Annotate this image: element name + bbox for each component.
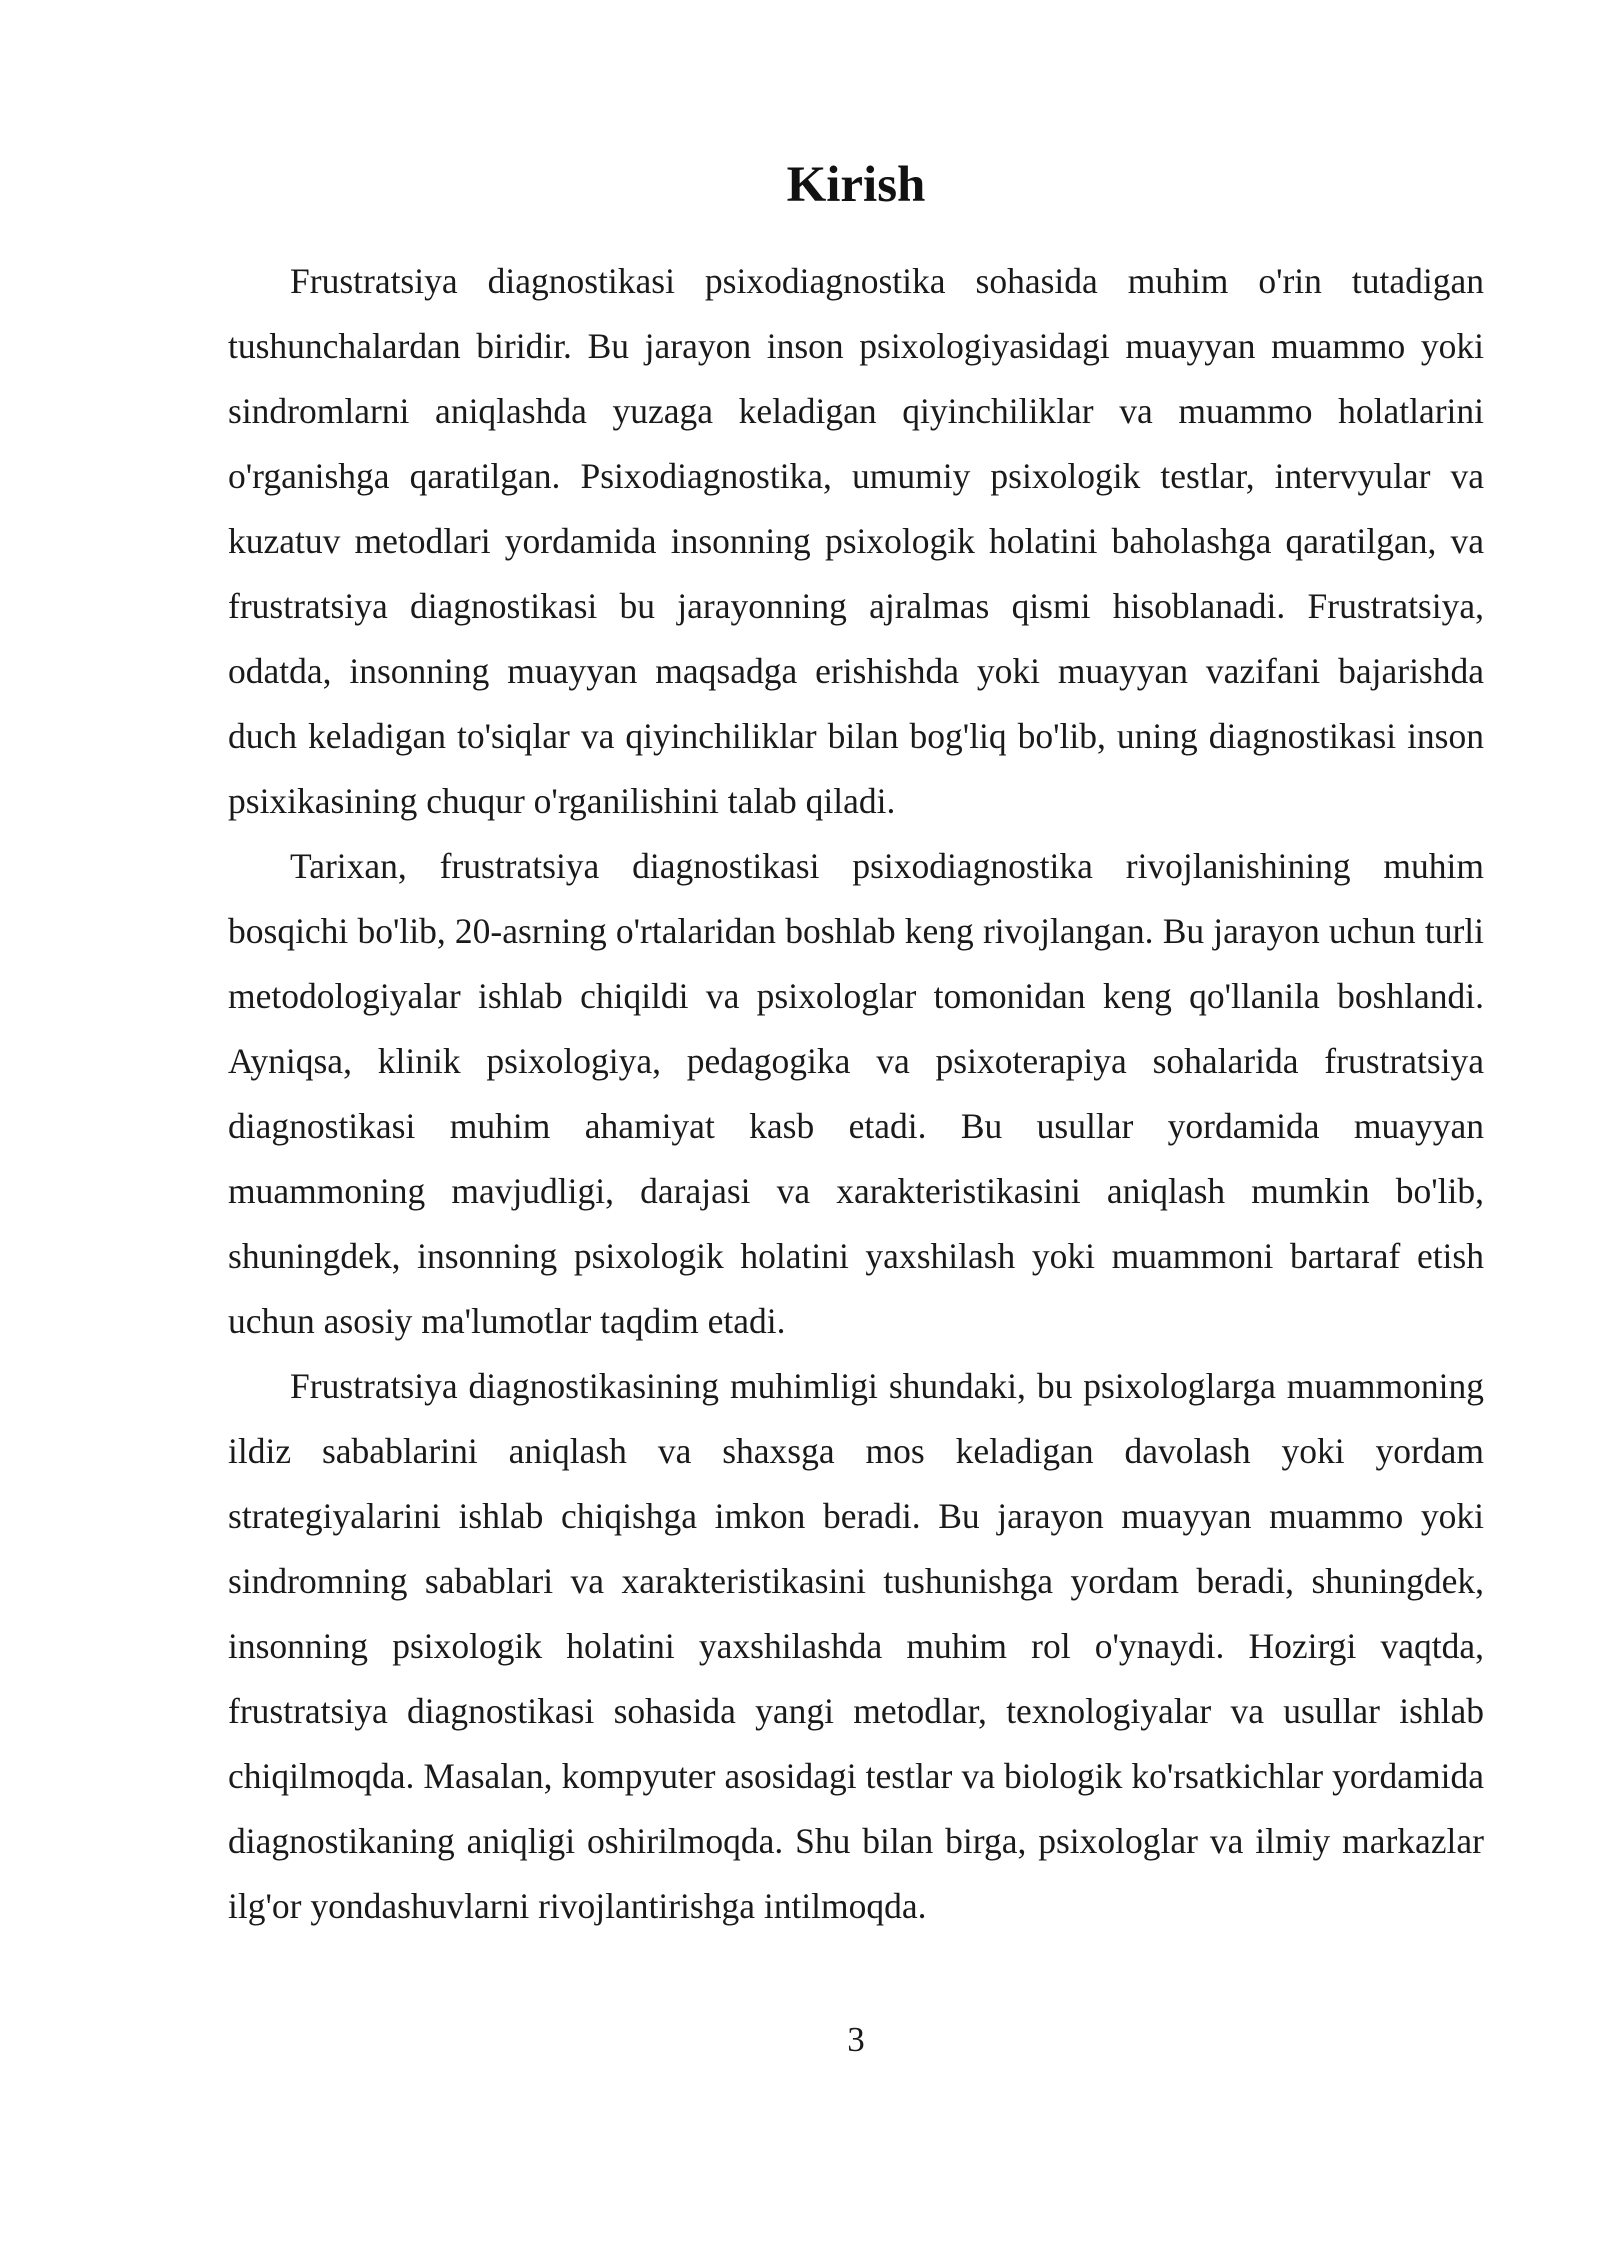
body-text bbox=[228, 249, 1484, 1939]
page-title: Kirish bbox=[786, 157, 926, 213]
paragraph-1: Frustratsiya diagnostikasi psixodiagnostika sohasida muhim o'rin tutadigan tushunchalardan biridir. Bu jarayon inson psixologiyasidagi muayyan muammo yoki sindromlarni aniqlashda yuzaga keladigan qiyinchiliklar va muammo holatlarini o'rganishga qaratilgan. Psixodiagnostika, umumiy psixologik testlar, intervyular va kuzatuv metodlari yordamida insonning psixologik holatini baholashga qaratilgan, va frustratsiya diagnostikasi bu jarayonning ajralmas qismi hisoblanadi. Frustratsiya, odatda, insonning muayyan maqsadga erishishda yoki muayyan vazifani bajarishda duch keladigan to'siqlar va qiyinchiliklar bilan bog'liq bo'lib, uning diagnostikasi inson psixikasining chuqur o'rganilishini talab qiladi. bbox=[228, 261, 1484, 821]
paragraph-2: Tarixan, frustratsiya diagnostikasi psixodiagnostika rivojlanishining muhim bosqichi bo'lib, 20-asrning o'rtalaridan boshlab keng rivojlangan. Bu jarayon uchun turli metodologiyalar ishlab chiqildi va psixologlar tomonidan keng qo'llanila boshlandi. Ayniqsa, klinik psixologiya, pedagogika va psixoterapiya sohalarida frustratsiya diagnostikasi muhim ahamiyat kasb etadi. Bu usullar yordamida muayyan muammoning mavjudligi, darajasi va xarakteristikasini aniqlash mumkin bo'lib, shuningdek, insonning psixologik holatini yaxshilash yoki muammoni bartaraf etish uchun asosiy ma'lumotlar taqdim etadi. bbox=[228, 846, 1484, 1341]
page-number: 3 bbox=[847, 2020, 865, 2059]
paragraph-3: Frustratsiya diagnostikasining muhimligi shundaki, bu psixologlarga muammoning ildiz sabablarini aniqlash va shaxsga mos keladigan davolash yoki yordam strategiyalarini ishlab chiqishga imkon beradi. Bu jarayon muayyan muammo yoki sindromning sabablari va xarakteristikasini tushunishga yordam beradi, shuningdek, insonning psixologik holatini yaxshilashda muhim rol o'ynaydi. Hozirgi vaqtda, frustratsiya diagnostikasi sohasida yangi metodlar, texnologiyalar va usullar ishlab chiqilmoqda. Masalan, kompyuter asosidagi testlar va biologik ko'rsatkichlar yordamida diagnostikaning aniqligi oshirilmoqda. Shu bilan birga, psixologlar va ilmiy markazlar ilg'or yondashuvlarni rivojlantirishga intilmoqda. bbox=[228, 1366, 1484, 1926]
